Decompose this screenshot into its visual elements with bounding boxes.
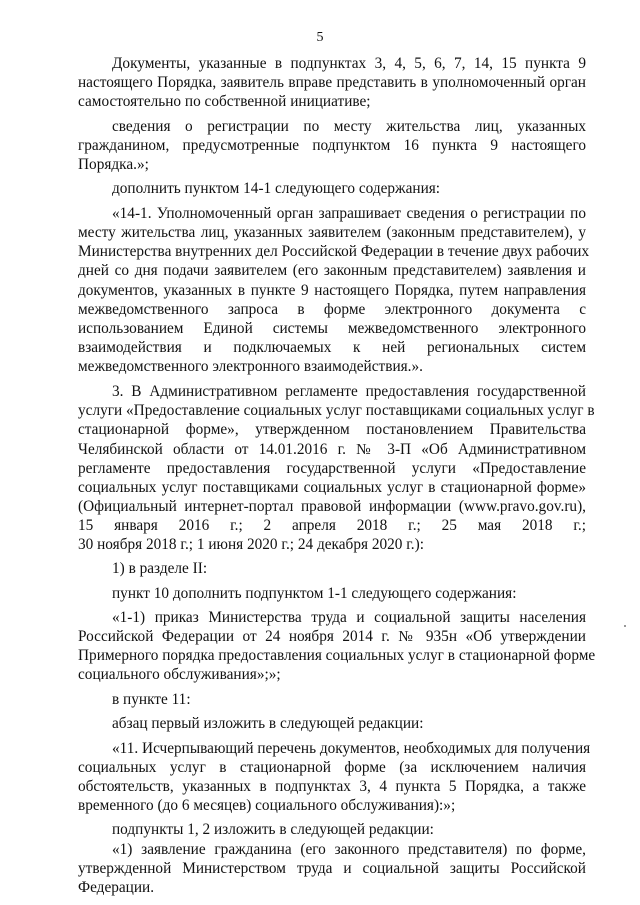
text-line: использованием Единой системы межведомственного электронного bbox=[78, 320, 586, 337]
scan-speck bbox=[624, 625, 626, 627]
text-line: стационарной форме», утвержденном постановлением Правительства bbox=[78, 421, 586, 438]
text-line: дополнить пунктом 14-1 следующего содержания: bbox=[112, 180, 441, 197]
text-line: Челябинской области от 14.01.2016 г. № 3-П «Об Административном bbox=[78, 441, 586, 458]
text-line: 3. В Административном регламенте предоставления государственной bbox=[112, 383, 586, 400]
text-line: пункт 10 дополнить подпунктом 1-1 следующего содержания: bbox=[112, 585, 517, 602]
text-line: «14-1. Уполномоченный орган запрашивает сведения о регистрации по bbox=[112, 205, 586, 222]
text-line: социальных услуг поставщиками социальных услуг в стационарной форме» bbox=[78, 479, 586, 496]
text-line: Документы, указанные в подпунктах 3, 4, 5, 6, 7, 14, 15 пункта 9 bbox=[112, 55, 586, 72]
text-line: абзац первый изложить в следующей редакции: bbox=[112, 715, 424, 732]
text-line: Примерного порядка предоставления социальных услуг в стационарной форме bbox=[78, 647, 596, 664]
text-line: 15 января 2016 г.; 2 апреля 2018 г.; 25 мая 2018 г.; bbox=[78, 517, 586, 534]
text-line: услуги «Предоставление социальных услуг поставщиками социальных услуг в bbox=[78, 402, 595, 419]
text-line: Министерства внутренних дел Российской Федерации в течение двух рабочих bbox=[78, 243, 590, 260]
text-line: 30 ноября 2018 г.; 1 июня 2020 г.; 24 декабря 2020 г.): bbox=[78, 536, 424, 553]
text-line: месту жительства лиц, указанных заявителем (законным представителем), у bbox=[78, 224, 586, 241]
text-line: 1) в разделе II: bbox=[112, 560, 208, 577]
text-line: социальных услуг в стационарной форме (за исключением наличия bbox=[78, 759, 586, 776]
text-line: «1-1) приказ Министерства труда и социальной защиты населения bbox=[112, 609, 586, 626]
text-line: взаимодействия и подключаемых к ней региональных систем bbox=[78, 339, 586, 356]
text-line: (Официальный интернет-портал правовой информации (www.pravo.gov.ru), bbox=[78, 498, 586, 515]
text-line: сведения о регистрации по месту жительства лиц, указанных bbox=[112, 118, 586, 135]
text-line: гражданином, предусмотренные подпунктом 16 пункта 9 настоящего bbox=[78, 137, 586, 154]
text-line: документов, указанных в пункте 9 настоящего Порядка, путем направления bbox=[78, 282, 586, 299]
text-line: Порядка.»; bbox=[78, 156, 149, 173]
text-line: межведомственного запроса в форме электронного документа с bbox=[78, 301, 586, 318]
text-line: «11. Исчерпывающий перечень документов, необходимых для получения bbox=[112, 740, 591, 757]
text-line: утвержденной Министерством труда и социальной защиты Российской bbox=[78, 860, 586, 877]
text-line: самостоятельно по собственной инициативе; bbox=[78, 93, 371, 110]
text-line: подпункты 1, 2 изложить в следующей редакции: bbox=[112, 821, 434, 838]
text-line: социального обслуживания»;»; bbox=[78, 666, 281, 683]
text-line: Федерации. bbox=[78, 879, 155, 896]
text-line: обстоятельств, указанных в подпунктах 3, 4 пункта 5 Порядка, а также bbox=[78, 778, 586, 795]
text-line: «1) заявление гражданина (его законного представителя) по форме, bbox=[112, 841, 586, 858]
text-line: дней со дня подачи заявителем (его законным представителем) заявления и bbox=[78, 262, 586, 279]
text-line: временного (до 6 месяцев) социального обслуживания):»; bbox=[78, 797, 456, 814]
text-line: настоящего Порядка, заявитель вправе представить в уполномоченный орган bbox=[78, 74, 586, 91]
text-line: межведомственного электронного взаимодействия.». bbox=[78, 358, 423, 375]
text-line: регламенте предоставления государственной услуги «Предоставление bbox=[78, 460, 586, 477]
text-line: Российской Федерации от 24 ноября 2014 г. № 935н «Об утверждении bbox=[78, 628, 586, 645]
text-line: в пункте 11: bbox=[112, 691, 191, 708]
page-number: 5 bbox=[316, 30, 324, 45]
